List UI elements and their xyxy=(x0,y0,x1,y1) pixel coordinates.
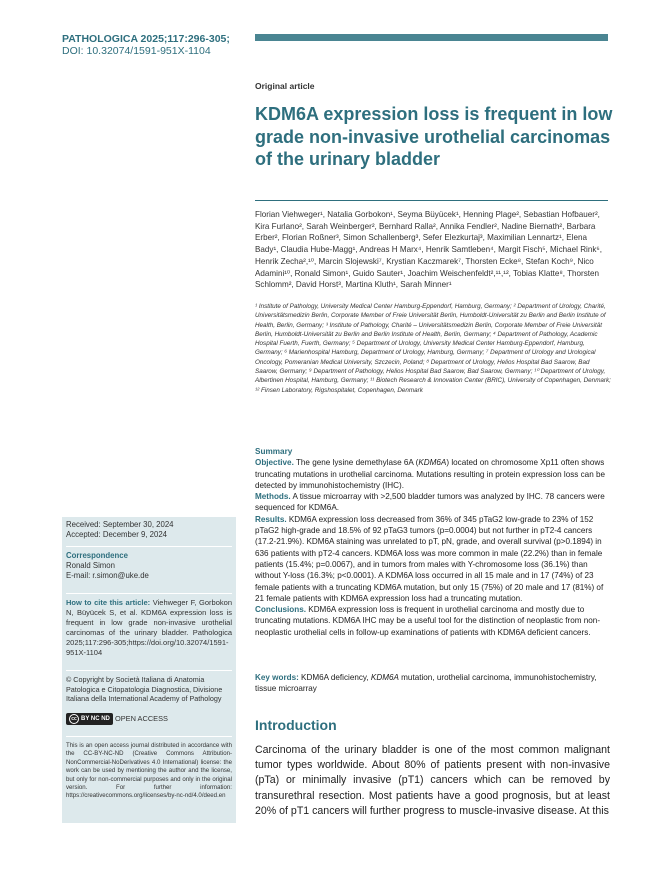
how-to-cite xyxy=(66,598,232,658)
introduction-text: Carcinoma of the urinary bladder is one of the most common malignant tumor types worldwide. About 80% of patients present with non-invasive (pTa) or minimally invasive (pT1) cancers which can be removed by transurethral resection. Most patients have a good prognosis, but at least 20% of pT1 cancers will further progress to muscle-invasive disease. At this xyxy=(255,744,610,817)
summary-objective: Objective. The gene lysine demethylase 6A (KDM6A) located on chromosome Xp11 often shows truncating mutations in urothelial carcinoma. Mutations resulting in protein expression loss can be detected by immunohistochemistry (IHC). xyxy=(255,458,606,490)
summary-results: Results. KDM6A expression loss decreased from 36% of 345 pTaG2 low-grade to 23% of 152 pTaG2 high-grade and 18.5% of 92 pTaG3 tumors (p=0.0004) but not further in pT2-4 cancers (17.2-21.9%). KDM6A staining was unrelated to pT, pN, grade, and overall survival (p>0.1894) in 636 patients with pT2-4 cancers. KDM6A loss was more common in male (22.2%) than in female patients (15.4%; p=0.0067), and in tumors from males with Y-chromosome loss (36.1%) than without Y-loss (16.3%; p<0.0001). A KDM6A loss occurred in all 15 male and in 17 (74%) of 23 female patients with a truncating KDM6A mutation, but only 15 (75%) of 20 male and 17 (81%) of 21 female patients with KDM6A expression loss had a truncating mutation. xyxy=(255,514,604,603)
sidebar-divider xyxy=(66,546,232,547)
summary-methods: Methods. A tissue microarray with >2,500 bladder tumors was analyzed by IHC. 78 cancers were sequenced for KDM6A. xyxy=(255,492,605,513)
license-text: This is an open access journal distributed in accordance with the CC-BY-NC-ND (Creative Commons Attribution-NonCommercial-NoDerivatives 4.0 International) license: the work can be used by mentioning the author and the license, but only for non-commercial purposes and only in the original version. For further information: https://creativecommons.org/licenses/by-nc-nd/4.0/deed.en xyxy=(66,742,232,800)
cite-heading: How to cite this article: xyxy=(66,598,151,607)
keywords-label: Key words: xyxy=(255,673,299,682)
header-bar xyxy=(255,34,608,41)
cite-text: Viehweger F, Gorbokon N, Büyücek S, et al. KDM6A expression loss is frequent in low grade non-invasive urothelial carcinomas of the urinary bladder. Pathologica 2025;117:296-305;https://doi.org/10.32074/1591-951X-1104 xyxy=(66,598,232,657)
open-access-row xyxy=(66,713,232,727)
journal-citation xyxy=(62,33,230,57)
open-access-label: OPEN ACCESS xyxy=(114,713,168,723)
summary-conclusions: Conclusions. KDM6A expression loss is frequent in urothelial carcinoma and mostly due to truncating mutations. KDM6A IHC may be a useful tool for the distinction of neoplastic from non-neoplastic urothelial cells in follow-up examinations of patients with KDM6A deficient cancers. xyxy=(255,605,601,637)
correspondence xyxy=(66,551,149,581)
journal-volume: PATHOLOGICA 2025;117:296-305; xyxy=(62,33,230,45)
cc-license-icon[interactable]: cc BY NC ND xyxy=(66,713,113,725)
author-list: Florian Viehweger¹, Natalia Gorbokon¹, Seyma Büyücek¹, Henning Plage², Sebastian Hofbauer², Kira Furlano², Sarah Weinberger², Bernhard Ralla², Annika Fendler², Nadine Biernath², Barbara Erber², Florian Roßner³, Simon Schallenberg³, Sefer Elezkurtaj³, Maximilian Lennartz¹, Elena Bady¹, Claudia Hube-Magg¹, Andreas H Marx⁴, Henrik Samtleben⁴, Margit Fisch⁵, Michael Rink⁶, Henrik Zecha²,¹⁰, Marcin Slojewski⁷, Krystian Kaczmarek⁷, Thorsten Ecke⁸, Stefan Koch⁹, Nico Adamini¹⁰, Ronald Simon¹, Guido Sauter¹, Joachim Weischenfeldt²,¹¹,¹², Tobias Klatte⁸, Thorsten Schlomm², David Horst³, Martina Kluth¹, Sarah Minner¹ xyxy=(255,210,602,290)
article-title: KDM6A expression loss is frequent in low grade non-invasive urothelial carcinomas of the urinary bladder xyxy=(255,104,613,169)
keywords: Key words: KDM6A deficiency, KDM6A mutation, urothelial carcinoma, immunohistochemistry, tissue microarray xyxy=(255,673,597,694)
summary xyxy=(255,446,610,638)
accepted-date: Accepted: December 9, 2024 xyxy=(66,530,167,539)
received-date: Received: September 30, 2024 xyxy=(66,520,174,529)
title-divider xyxy=(255,200,608,201)
sidebar-divider xyxy=(66,670,232,671)
summary-heading: Summary xyxy=(255,447,293,456)
article-type: Original article xyxy=(255,81,315,91)
sidebar-divider xyxy=(66,593,232,594)
introduction-heading: Introduction xyxy=(255,717,337,733)
copyright-notice: © Copyright by Società Italiana di Anatomia Patologica e Citopatologia Diagnostica, Divisione Italiana della International Academy of Pathology xyxy=(66,675,223,703)
correspondence-name: Ronald Simon xyxy=(66,561,115,570)
sidebar-divider xyxy=(66,736,232,737)
article-dates xyxy=(66,520,174,540)
correspondence-email[interactable]: E-mail: r.simon@uke.de xyxy=(66,571,149,580)
journal-doi[interactable]: DOI: 10.32074/1591-951X-1104 xyxy=(62,45,211,57)
correspondence-heading: Correspondence xyxy=(66,551,128,560)
affiliations: ¹ Institute of Pathology, University Medical Center Hamburg-Eppendorf, Hamburg, Germany; ² Department of Urology, Charité, Universitätsmedizin Berlin, Corporate Member of Freie Universität Berlin, Humboldt-Universität zu Berlin and Berlin Institute of Health, Berlin, Germany; ³ Institute of Pathology, Charité – Universitätsmedizin Berlin, Corporate Member of Freie Universität Berlin, Humboldt-Universität zu Berlin and Berlin Institute of Health, Berlin, Germany; ⁴ Department of Pathology, Academic Hospital Fuerth, Fuerth, Germany; ⁵ Department of Urology, University Medical Center Hamburg-Eppendorf, Hamburg, Germany; ⁶ Marienhospital Hamburg, Department of Urology, Hamburg, Germany; ⁷ Department of Urology and Urological Oncology, Pomeranian Medical University, Szczecin, Poland; ⁸ Department of Urology, Helios Hospital Bad Saarow, Bad Saarow, Germany; ⁹ Department of Pathology, Helios Hospital Bad Saarow, Bad Saarow, Germany; ¹⁰ Department of Urology, Albertinen Hospital, Hamburg, Germany; ¹¹ Biotech Research & Innovation Center (BRIC), University of Copenhagen, Denmark; ¹² Finsen Laboratory, Rigshospitalet, Copenhagen, Denmark xyxy=(255,303,611,394)
